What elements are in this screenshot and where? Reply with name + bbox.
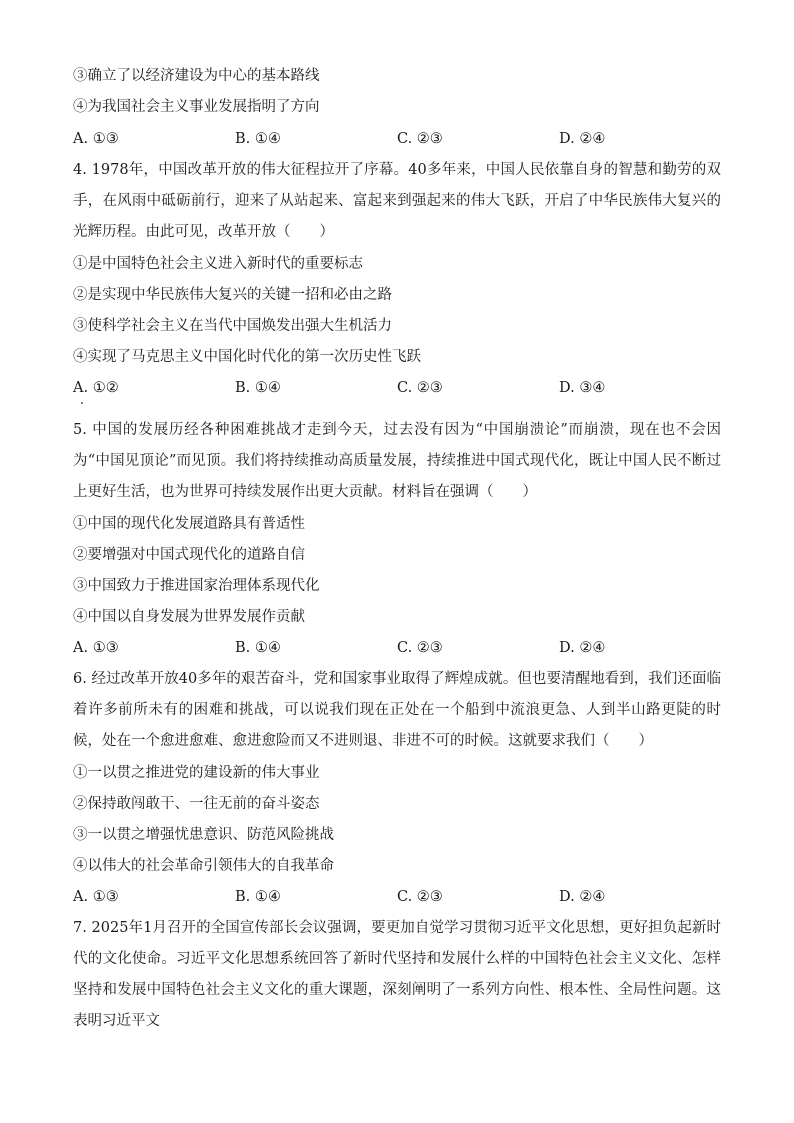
- q6-option-a: A. ①③: [73, 889, 119, 905]
- q3-item-3: ③确立了以经济建设为中心的基本路线: [73, 68, 320, 84]
- q4-option-a: A. ①②: [73, 380, 119, 396]
- q3-option-c: C. ②③: [397, 131, 443, 147]
- q3-option-a: A. ①③: [73, 131, 119, 147]
- q4-option-c: C. ②③: [397, 380, 443, 396]
- q6-item-4: ④以伟大的社会革命引领伟大的自我革命: [73, 858, 334, 874]
- q3-option-d: D. ②④: [559, 131, 606, 147]
- q4-item-3: ③使科学社会主义在当代中国焕发出强大生机活力: [73, 318, 392, 334]
- q5-options: [73, 638, 721, 658]
- q6-item-1: ①一以贯之推进党的建设新的伟大事业: [73, 765, 320, 781]
- q5-item-4: ④中国以自身发展为世界发展作贡献: [73, 609, 305, 625]
- q5-item-3: ③中国致力于推进国家治理体系现代化: [73, 578, 320, 594]
- q6-item-2: ②保持敢闯敢干、一往无前的奋斗姿态: [73, 796, 320, 812]
- q3-item-4: ④为我国社会主义事业发展指明了方向: [73, 99, 320, 115]
- q4-stem: 4. 1978年，中国改革开放的伟大征程拉开了序幕。40多年来，中国人民依靠自身的智慧和勤劳的双手，在风雨中砥砺前行，迎来了从站起来、富起来到强起来的伟大飞跃，开启了中华民族伟大复兴的光辉历程。由此可见，改革开放（ ）: [73, 162, 721, 240]
- q5-option-c: C. ②③: [397, 640, 443, 656]
- q4-option-d: D. ③④: [559, 380, 606, 396]
- q5-option-a: A. ①③: [73, 640, 119, 656]
- q7-stem: 7. 2025年1月召开的全国宣传部长会议强调，要更加自觉学习贯彻习近平文化思想，更好担负起新时代的文化使命。习近平文化思想系统回答了新时代坚持和发展什么样的中国特色社会主义文化、怎样坚持和发展中国特色社会主义文化的重大课题，深刻阐明了一系列方向性、根本性、全局性问题。这表明习近平文: [73, 920, 721, 1029]
- q4-option-b: B. ①④: [235, 380, 281, 396]
- q6-option-d: D. ②④: [559, 889, 606, 905]
- q3-options: [73, 129, 721, 149]
- q4-item-1: ①是中国特色社会主义进入新时代的重要标志: [73, 256, 363, 272]
- stray-mark: [81, 402, 83, 404]
- q4-options: [73, 378, 721, 398]
- q6-stem: 6. 经过改革开放40多年的艰苦奋斗，党和国家事业取得了辉煌成就。但也要清醒地看到，我们还面临着许多前所未有的困难和挑战，可以说我们现在正处在一个船到中流浪更急、人到半山路更陡的时候，处在一个愈进愈难、愈进愈险而又不进则退、非进不可的时候。这就要求我们（ ）: [73, 671, 721, 749]
- q6-item-3: ③一以贯之增强忧患意识、防范风险挑战: [73, 827, 334, 843]
- q3-option-b: B. ①④: [235, 131, 281, 147]
- q5-option-b: B. ①④: [235, 640, 281, 656]
- q6-option-c: C. ②③: [397, 889, 443, 905]
- q5-stem: 5. 中国的发展历经各种困难挑战才走到今天，过去没有因为“中国崩溃论”而崩溃，现在也不会因为“中国见顶论”而见顶。我们将持续推动高质量发展，持续推进中国式现代化，既让中国人民不断过上更好生活，也为世界可持续发展作出更大贡献。材料旨在强调（ ）: [73, 422, 721, 500]
- q6-options: [73, 887, 721, 907]
- q4-item-4: ④实现了马克思主义中国化时代化的第一次历史性飞跃: [73, 349, 421, 365]
- q6-option-b: B. ①④: [235, 889, 281, 905]
- q5-item-2: ②要增强对中国式现代化的道路自信: [73, 547, 305, 563]
- q4-item-2: ②是实现中华民族伟大复兴的关键一招和必由之路: [73, 287, 392, 303]
- q5-option-d: D. ②④: [559, 640, 606, 656]
- q5-item-1: ①中国的现代化发展道路具有普适性: [73, 516, 305, 532]
